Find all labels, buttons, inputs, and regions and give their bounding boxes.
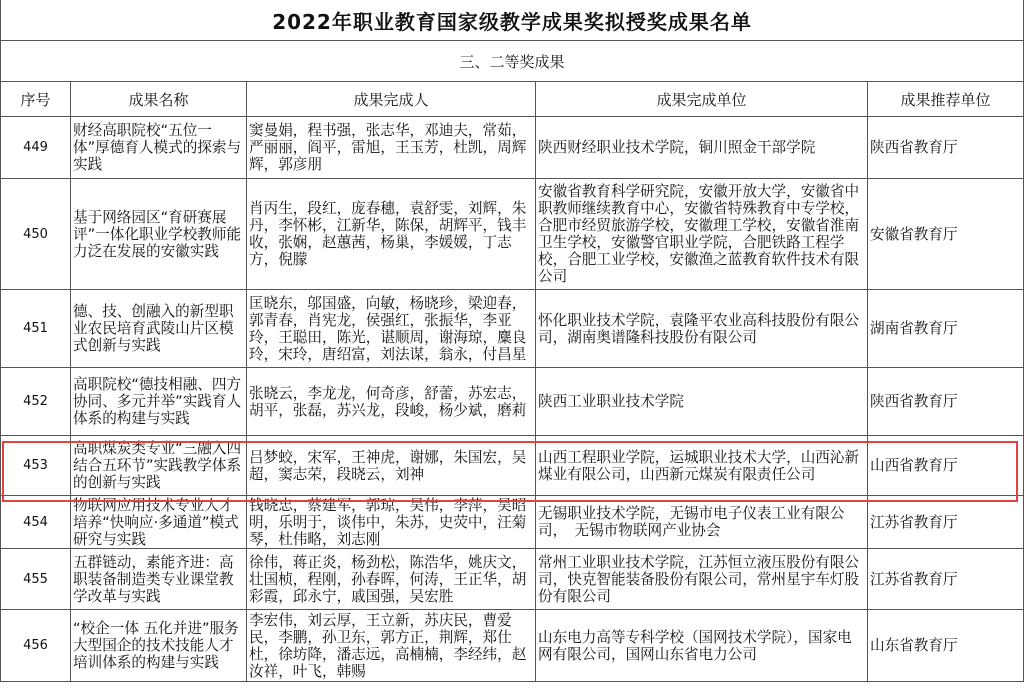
cell-recommender[interactable]: 江苏省教育厅: [868, 496, 1024, 549]
cell-recommender[interactable]: 山西省教育厅: [868, 436, 1024, 496]
table-row: [1, 496, 1024, 549]
cell-text: 肖丙生，段红，庞春穗，袁舒雯，刘辉，朱丹，李怀彬，江新华，陈保，胡辉平，钱丰收，张娴，赵蕙茜，杨巢，李媛媛，丁志方，倪朦: [249, 200, 527, 268]
cell-text: 德、技、创融入的新型职业农民培育武陵山片区模式创新与实践: [73, 303, 234, 354]
cell-name[interactable]: [71, 496, 247, 549]
cell-text: 山西工程职业学院，运城职业技术大学，山西沁新煤业有限公司，山西新元煤炭有限责任公司: [538, 448, 860, 483]
table-row-highlighted: [1, 436, 1024, 496]
cell-no[interactable]: 454: [1, 496, 71, 549]
subtitle-row: [1, 41, 1024, 82]
cell-people[interactable]: [247, 290, 536, 368]
column-header-units[interactable]: 成果完成单位: [536, 82, 868, 117]
table-row: [1, 610, 1024, 682]
cell-people[interactable]: [247, 436, 536, 496]
cell-units[interactable]: [536, 117, 868, 179]
cell-no[interactable]: 455: [1, 549, 71, 610]
column-header-people[interactable]: 成果完成人: [247, 82, 536, 117]
cell-text: 匡晓东，邬国盛，向敏，杨晓珍，梁迎春，郭青春，肖宪龙，侯强红，张振华，李亚玲，王聪田，陈光，谌顺周，谢海琼，麋良玲，宋玲，唐绍富，刘法谋，翁永，付昌星: [249, 294, 527, 363]
cell-no[interactable]: 452: [1, 368, 71, 436]
cell-text: 张晓云，李龙龙，何奇彦，舒蕾，苏宏志，胡平，张磊，苏兴龙，段峻，杨少斌，磨莉: [249, 384, 527, 419]
cell-recommender[interactable]: 山东省教育厅: [868, 610, 1024, 682]
cell-no[interactable]: 453: [1, 436, 71, 496]
cell-recommender[interactable]: 安徽省教育厅: [868, 179, 1024, 290]
cell-text: 陕西财经职业技术学院，铜川照金干部学院: [538, 139, 816, 156]
cell-name[interactable]: [71, 290, 247, 368]
table-row: [1, 368, 1024, 436]
title-row: [1, 0, 1024, 41]
cell-people[interactable]: [247, 368, 536, 436]
cell-text: 高职煤炭类专业“三融入四结合五环节”实践教学体系的创新与实践: [73, 440, 242, 491]
page-title[interactable]: 2022年职业教育国家级教学成果奖拟授奖成果名单: [1, 0, 1024, 41]
cell-no[interactable]: 451: [1, 290, 71, 368]
cell-people[interactable]: [247, 179, 536, 290]
header-row: [1, 82, 1024, 117]
table-row: [1, 290, 1024, 368]
cell-name[interactable]: [71, 436, 247, 496]
cell-text: 怀化职业技术学院，袁隆平农业高科技股份有限公司，湖南奥谱隆科技股份有限公司: [538, 311, 860, 346]
table-row: [1, 549, 1024, 610]
cell-name[interactable]: [71, 117, 247, 179]
cell-text: 基于网络园区“育研赛展评”一体化职业学校教师能力泛在发展的安徽实践: [73, 208, 242, 260]
cell-text: 李宏伟，刘云厚，王立新，苏庆民，曹爱民，李鹏，孙卫东，郭方正，荆辉，郑仕杜，徐坊降，潘志远，高楠楠，李经纬，赵汝祥，叶飞，韩赐: [249, 611, 527, 680]
cell-text: 陕西工业职业技术学院: [538, 393, 684, 410]
cell-name[interactable]: [71, 549, 247, 610]
cell-text: 高职院校“德技相融、四方协同、多元并举”实践育人体系的构建与实践: [73, 376, 242, 427]
cell-units[interactable]: [536, 496, 868, 549]
cell-units[interactable]: [536, 436, 868, 496]
cell-text: 山东电力高等专科学校（国网技术学院），国家电网有限公司，国网山东省电力公司: [538, 628, 852, 663]
cell-text: 窦曼娟，程书强，张志华，邓迪夫，常茹，严丽丽，阎平，雷旭，王玉芳，杜凯，周辉辉，郭彦朋: [249, 122, 527, 173]
cell-recommender[interactable]: 湖南省教育厅: [868, 290, 1024, 368]
section-subtitle[interactable]: 三、二等奖成果: [1, 41, 1024, 82]
cell-name[interactable]: [71, 368, 247, 436]
table-row: [1, 179, 1024, 290]
column-header-recommender[interactable]: 成果推荐单位: [868, 82, 1024, 117]
cell-text: 安徽省教育科学研究院，安徽开放大学，安徽省中职教师继续教育中心，安徽省特殊教育中专学校，合肥市经贸旅游学校，安徽理工学校，安徽省淮南卫生学校，安徽警官职业学院，合肥铁路工程学校，合肥工业学校，安徽渔之蓝教育软件技术有限公司: [538, 183, 860, 285]
cell-no[interactable]: 450: [1, 179, 71, 290]
cell-units[interactable]: [536, 610, 868, 682]
cell-people[interactable]: [247, 549, 536, 610]
cell-units[interactable]: [536, 549, 868, 610]
cell-text: “校企一体 五化并进”服务大型国企的技术技能人才培训体系的构建与实践: [73, 620, 239, 671]
cell-people[interactable]: [247, 610, 536, 682]
cell-text: 吕梦蛟，宋军，王神虎，谢娜，朱国宏，吴超，窦志荣，段晓云，刘神: [249, 448, 527, 483]
cell-units[interactable]: [536, 368, 868, 436]
table-row: [1, 117, 1024, 179]
cell-recommender[interactable]: 陕西省教育厅: [868, 368, 1024, 436]
cell-no[interactable]: 456: [1, 610, 71, 682]
column-header-name[interactable]: 成果名称: [71, 82, 247, 117]
cell-text: 无锡职业技术学院，无锡市电子仪表工业有限公司， 无锡市物联网产业协会: [538, 505, 845, 539]
cell-units[interactable]: [536, 179, 868, 290]
cell-units[interactable]: [536, 290, 868, 368]
cell-text: 徐伟，蒋正炎，杨劲松，陈浩华，姚庆文，壮国桢，程刚，孙春晖，何涛，王正华，胡彩霞，邱永宁，戚国强，吴宏胜: [249, 553, 527, 605]
cell-recommender[interactable]: 江苏省教育厅: [868, 549, 1024, 610]
cell-name[interactable]: [71, 179, 247, 290]
cell-people[interactable]: [247, 496, 536, 549]
cell-name[interactable]: [71, 610, 247, 682]
cell-text: 物联网应用技术专业人才培养“快响应·多通道”模式研究与实践: [73, 496, 239, 548]
column-header-no[interactable]: 序号: [1, 82, 71, 117]
cell-text: 常州工业职业技术学院，江苏恒立液压股份有限公司，快克智能装备股份有限公司，常州星宇车灯股份有限公司: [538, 553, 860, 605]
cell-text: 五群链动，素能齐进：高职装备制造类专业课堂教学改革与实践: [73, 553, 234, 605]
cell-no[interactable]: 449: [1, 117, 71, 179]
cell-text: 钱晓忠，蔡建军，郭琼，吴伟，李萍，吴昭明，乐明于，谈伟中，朱苏，史荧中，汪菊琴，杜伟略，刘志刚: [249, 496, 527, 548]
cell-recommender[interactable]: 陕西省教育厅: [868, 117, 1024, 179]
cell-people[interactable]: [247, 117, 536, 179]
cell-text: 财经高职院校“五位一体”厚德育人模式的探索与实践: [73, 122, 242, 173]
